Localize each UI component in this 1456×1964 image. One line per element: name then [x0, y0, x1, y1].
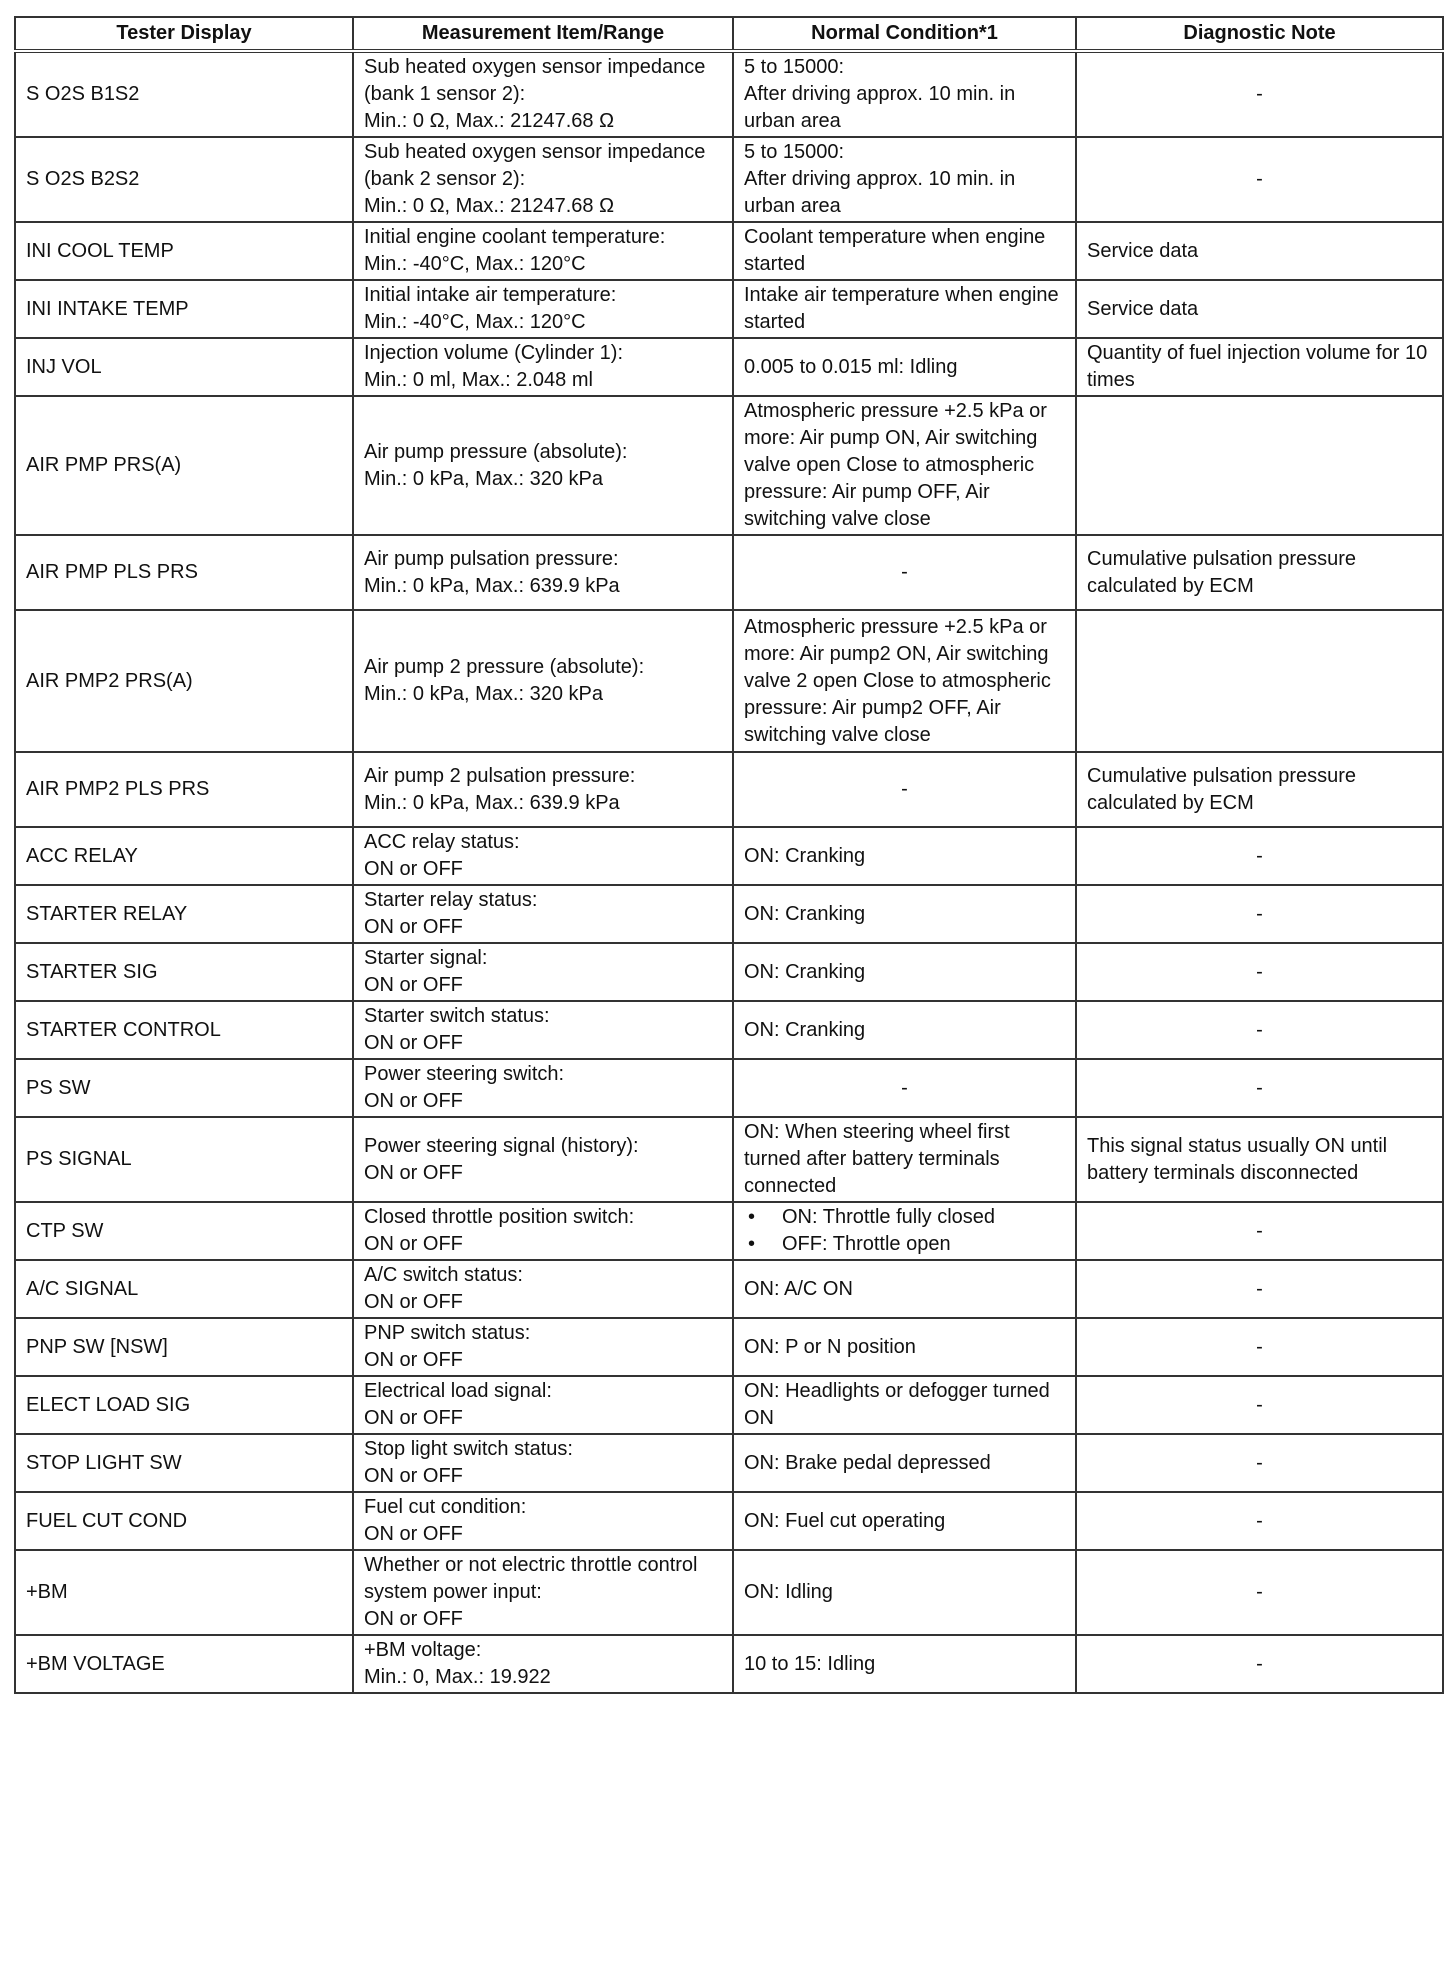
table-row: [15, 1318, 1443, 1376]
table-row: [15, 1260, 1443, 1318]
diagnostic-note-cell: -: [1076, 1434, 1443, 1492]
diagnostic-note-cell: -: [1076, 51, 1443, 137]
header-normal-condition: Normal Condition*1: [733, 17, 1076, 51]
normal-condition-list-item: • OFF: Throttle open: [744, 1231, 1065, 1258]
measurement-item-cell: Closed throttle position switch: ON or OFF: [353, 1202, 733, 1260]
normal-condition-cell: -: [733, 752, 1076, 827]
diagnostic-note-cell: Service data: [1076, 280, 1443, 338]
normal-condition-cell: ON: Cranking: [733, 885, 1076, 943]
normal-condition-cell: ON: Cranking: [733, 1001, 1076, 1059]
measurement-item-cell: Power steering switch: ON or OFF: [353, 1059, 733, 1117]
measurement-item-cell: ACC relay status: ON or OFF: [353, 827, 733, 885]
normal-condition-cell: ON: Idling: [733, 1550, 1076, 1635]
diagnostic-note-cell: -: [1076, 1001, 1443, 1059]
measurement-item-cell: Air pump pulsation pressure: Min.: 0 kPa, Max.: 639.9 kPa: [353, 535, 733, 610]
tester-display-cell: PS SW: [15, 1059, 353, 1117]
normal-condition-cell: ON: When steering wheel first turned after battery terminals connected: [733, 1117, 1076, 1202]
normal-condition-list: [744, 1204, 1065, 1258]
normal-condition-cell: Atmospheric pressure +2.5 kPa or more: Air pump ON, Air switching valve open Close to atmospheric pressure: Air pump OFF, Air switching valve close: [733, 396, 1076, 535]
table-row: [15, 396, 1443, 535]
measurement-item-cell: Air pump 2 pressure (absolute): Min.: 0 kPa, Max.: 320 kPa: [353, 610, 733, 752]
table-row: [15, 1117, 1443, 1202]
tester-display-cell: S O2S B2S2: [15, 137, 353, 222]
diagnostic-note-cell: -: [1076, 885, 1443, 943]
tester-display-cell: INI COOL TEMP: [15, 222, 353, 280]
table-body: [15, 51, 1443, 1693]
normal-condition-cell: ON: Headlights or defogger turned ON: [733, 1376, 1076, 1434]
measurement-item-cell: A/C switch status: ON or OFF: [353, 1260, 733, 1318]
tester-display-cell: A/C SIGNAL: [15, 1260, 353, 1318]
diagnostic-data-table: [14, 16, 1444, 1694]
table-row: [15, 222, 1443, 280]
normal-condition-cell: Atmospheric pressure +2.5 kPa or more: Air pump2 ON, Air switching valve 2 open Close to atmospheric pressure: Air pump2 OFF, Air switching valve close: [733, 610, 1076, 752]
tester-display-cell: +BM VOLTAGE: [15, 1635, 353, 1693]
diagnostic-note-cell: -: [1076, 1635, 1443, 1693]
table-row: [15, 610, 1443, 752]
tester-display-cell: ELECT LOAD SIG: [15, 1376, 353, 1434]
table-row: [15, 1376, 1443, 1434]
normal-condition-cell: Intake air temperature when engine started: [733, 280, 1076, 338]
measurement-item-cell: Whether or not electric throttle control system power input: ON or OFF: [353, 1550, 733, 1635]
measurement-item-cell: Starter relay status: ON or OFF: [353, 885, 733, 943]
diagnostic-note-cell: Service data: [1076, 222, 1443, 280]
table-row: [15, 1202, 1443, 1260]
normal-condition-cell: ON: Cranking: [733, 943, 1076, 1001]
measurement-item-cell: Electrical load signal: ON or OFF: [353, 1376, 733, 1434]
normal-condition-cell: 0.005 to 0.015 ml: Idling: [733, 338, 1076, 396]
table-row: [15, 943, 1443, 1001]
tester-display-cell: AIR PMP PLS PRS: [15, 535, 353, 610]
table-row: [15, 137, 1443, 222]
normal-condition-cell: ON: P or N position: [733, 1318, 1076, 1376]
header-tester-display: Tester Display: [15, 17, 353, 51]
tester-display-cell: INJ VOL: [15, 338, 353, 396]
normal-condition-cell: ON: A/C ON: [733, 1260, 1076, 1318]
tester-display-cell: STARTER RELAY: [15, 885, 353, 943]
diagnostic-note-cell: Quantity of fuel injection volume for 10 times: [1076, 338, 1443, 396]
measurement-item-cell: Sub heated oxygen sensor impedance (bank 2 sensor 2): Min.: 0 Ω, Max.: 21247.68 Ω: [353, 137, 733, 222]
measurement-item-cell: Initial engine coolant temperature: Min.: -40°C, Max.: 120°C: [353, 222, 733, 280]
table-row: [15, 1492, 1443, 1550]
measurement-item-cell: +BM voltage: Min.: 0, Max.: 19.922: [353, 1635, 733, 1693]
normal-condition-cell: -: [733, 535, 1076, 610]
table-row: [15, 1434, 1443, 1492]
tester-display-cell: PNP SW [NSW]: [15, 1318, 353, 1376]
measurement-item-cell: Sub heated oxygen sensor impedance (bank 1 sensor 2): Min.: 0 Ω, Max.: 21247.68 Ω: [353, 51, 733, 137]
header-measurement-item: Measurement Item/Range: [353, 17, 733, 51]
normal-condition-cell: 5 to 15000: After driving approx. 10 min. in urban area: [733, 51, 1076, 137]
measurement-item-cell: Starter signal: ON or OFF: [353, 943, 733, 1001]
normal-condition-cell: 10 to 15: Idling: [733, 1635, 1076, 1693]
measurement-item-cell: Stop light switch status: ON or OFF: [353, 1434, 733, 1492]
diagnostic-note-cell: [1076, 396, 1443, 535]
table-row: [15, 51, 1443, 137]
table-row: [15, 338, 1443, 396]
header-row: [15, 17, 1443, 51]
tester-display-cell: STOP LIGHT SW: [15, 1434, 353, 1492]
table-row: [15, 1635, 1443, 1693]
normal-condition-cell: 5 to 15000: After driving approx. 10 min. in urban area: [733, 137, 1076, 222]
measurement-item-cell: Air pump 2 pulsation pressure: Min.: 0 kPa, Max.: 639.9 kPa: [353, 752, 733, 827]
diagnostic-note-cell: -: [1076, 1059, 1443, 1117]
diagnostic-note-cell: -: [1076, 943, 1443, 1001]
diagnostic-note-cell: Cumulative pulsation pressure calculated by ECM: [1076, 752, 1443, 827]
tester-display-cell: INI INTAKE TEMP: [15, 280, 353, 338]
normal-condition-list-item: • ON: Throttle fully closed: [744, 1204, 1065, 1231]
tester-display-cell: AIR PMP2 PLS PRS: [15, 752, 353, 827]
normal-condition-cell: ON: Brake pedal depressed: [733, 1434, 1076, 1492]
diagnostic-note-cell: -: [1076, 827, 1443, 885]
table-row: [15, 1001, 1443, 1059]
normal-condition-cell: ON: Cranking: [733, 827, 1076, 885]
measurement-item-cell: PNP switch status: ON or OFF: [353, 1318, 733, 1376]
measurement-item-cell: Injection volume (Cylinder 1): Min.: 0 ml, Max.: 2.048 ml: [353, 338, 733, 396]
measurement-item-cell: Power steering signal (history): ON or OFF: [353, 1117, 733, 1202]
normal-condition-cell: -: [733, 1059, 1076, 1117]
tester-display-cell: ACC RELAY: [15, 827, 353, 885]
table-row: [15, 885, 1443, 943]
diagnostic-note-cell: Cumulative pulsation pressure calculated by ECM: [1076, 535, 1443, 610]
tester-display-cell: STARTER SIG: [15, 943, 353, 1001]
table-row: [15, 535, 1443, 610]
measurement-item-cell: Starter switch status: ON or OFF: [353, 1001, 733, 1059]
measurement-item-cell: Fuel cut condition: ON or OFF: [353, 1492, 733, 1550]
tester-display-cell: AIR PMP2 PRS(A): [15, 610, 353, 752]
diagnostic-note-cell: -: [1076, 1202, 1443, 1260]
diagnostic-note-cell: -: [1076, 1318, 1443, 1376]
diagnostic-note-cell: This signal status usually ON until battery terminals disconnected: [1076, 1117, 1443, 1202]
diagnostic-note-cell: -: [1076, 1492, 1443, 1550]
measurement-item-cell: Initial intake air temperature: Min.: -40°C, Max.: 120°C: [353, 280, 733, 338]
normal-condition-cell: [733, 1202, 1076, 1260]
tester-display-cell: AIR PMP PRS(A): [15, 396, 353, 535]
tester-display-cell: PS SIGNAL: [15, 1117, 353, 1202]
diagnostic-note-cell: [1076, 610, 1443, 752]
table-row: [15, 1059, 1443, 1117]
measurement-item-cell: Air pump pressure (absolute): Min.: 0 kPa, Max.: 320 kPa: [353, 396, 733, 535]
tester-display-cell: +BM: [15, 1550, 353, 1635]
diagnostic-note-cell: -: [1076, 1376, 1443, 1434]
tester-display-cell: S O2S B1S2: [15, 51, 353, 137]
table-row: [15, 280, 1443, 338]
tester-display-cell: CTP SW: [15, 1202, 353, 1260]
table-row: [15, 827, 1443, 885]
diagnostic-note-cell: -: [1076, 137, 1443, 222]
tester-display-cell: STARTER CONTROL: [15, 1001, 353, 1059]
diagnostic-note-cell: -: [1076, 1260, 1443, 1318]
tester-display-cell: FUEL CUT COND: [15, 1492, 353, 1550]
normal-condition-cell: Coolant temperature when engine started: [733, 222, 1076, 280]
normal-condition-cell: ON: Fuel cut operating: [733, 1492, 1076, 1550]
table-row: [15, 1550, 1443, 1635]
diagnostic-note-cell: -: [1076, 1550, 1443, 1635]
header-diagnostic-note: Diagnostic Note: [1076, 17, 1443, 51]
table-row: [15, 752, 1443, 827]
